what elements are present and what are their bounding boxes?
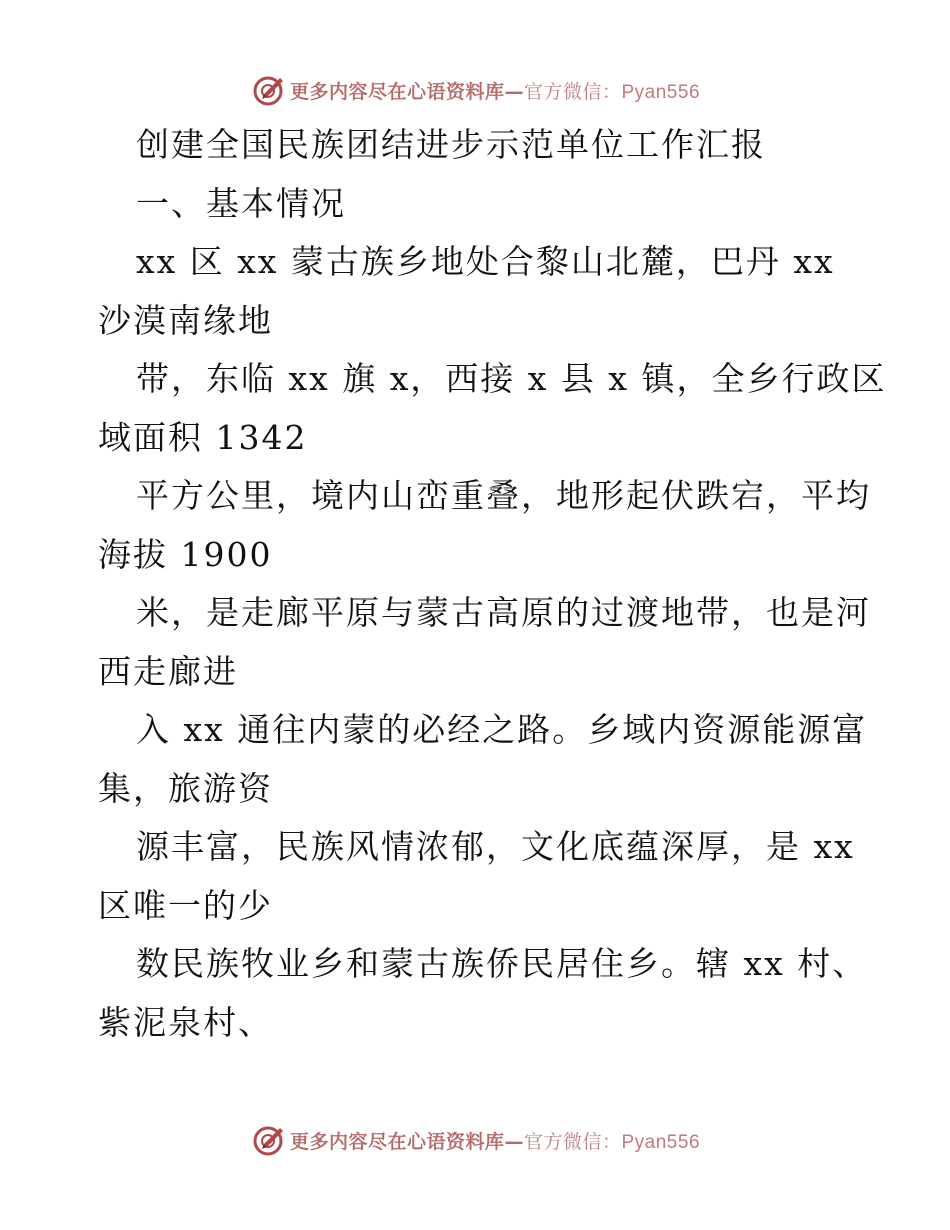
document-body [98,116,887,1052]
section-heading: 一、基本情况 [136,183,346,223]
watermark-dash: — [504,80,524,103]
paragraph-line: 平方公里，境内山峦重叠，地形起伏跌宕，平均 [136,476,871,515]
brand-logo-icon [250,1122,286,1158]
watermark-text [290,77,700,104]
footer-watermark-banner [0,1120,950,1160]
watermark-wechat-label: 官方微信： [523,80,622,103]
paragraph-line: 入 xx 通往内蒙的必经之路。乡域内资源能源富 [136,710,868,749]
watermark-wechat-id: Pyan556 [621,1131,701,1153]
header-watermark-banner [0,70,950,110]
watermark-main: 更多内容尽在心语资料库 [289,80,505,103]
watermark-wechat-id: Pyan556 [621,81,701,103]
brand-logo-icon [250,72,286,108]
paragraph-line: 域面积 1342 [98,417,308,457]
watermark-wechat-label: 官方微信： [523,1130,622,1153]
paragraph-line: 数民族牧业乡和蒙古族侨民居住乡。辖 xx 村、 [136,944,868,983]
watermark-text [290,1127,700,1154]
watermark-main: 更多内容尽在心语资料库 [289,1130,505,1153]
paragraph-line: 紫泥泉村、 [98,1002,273,1042]
paragraph-line: 沙漠南缘地 [98,300,273,340]
paragraph-line: 集，旅游资 [98,768,273,808]
paragraph-line: 西走廊进 [98,651,238,691]
paragraph-line: 海拔 1900 [98,534,273,574]
paragraph-line: 米，是走廊平原与蒙古高原的过渡地带，也是河 [136,593,871,632]
paragraph-line: 带，东临 xx 旗 x，西接 x 县 x 镇，全乡行政区 [136,359,887,398]
paragraph-line: 源丰富，民族风情浓郁，文化底蕴深厚，是 xx [136,827,855,866]
document-title: 创建全国民族团结进步示范单位工作汇报 [136,125,766,164]
paragraph-line: 区唯一的少 [98,885,273,925]
paragraph-line: xx 区 xx 蒙古族乡地处合黎山北麓，巴丹 xx [136,242,835,281]
watermark-dash: — [504,1130,524,1153]
